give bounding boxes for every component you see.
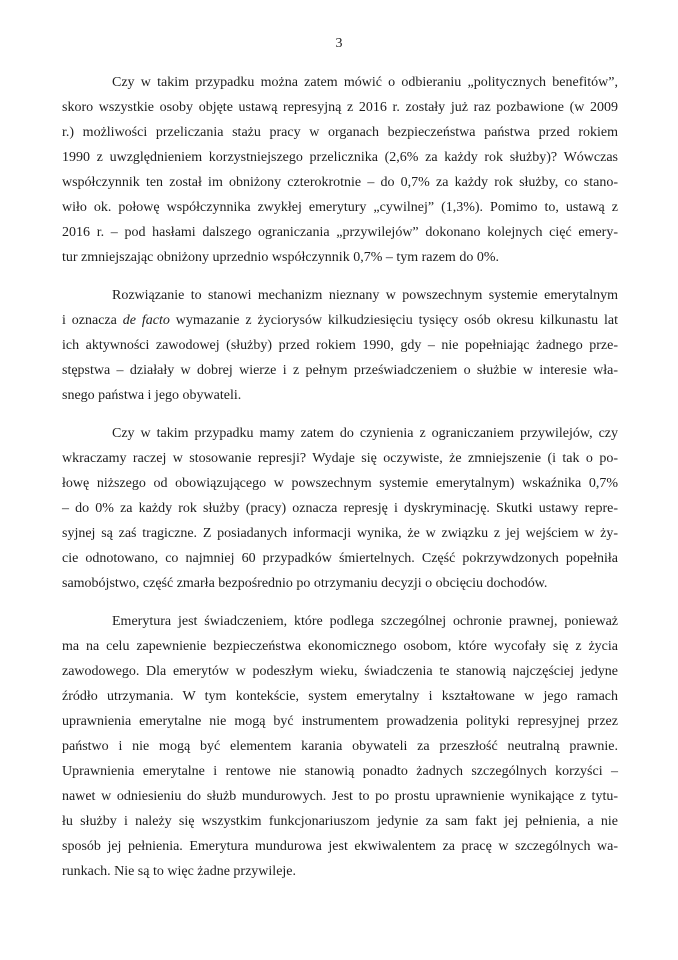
text-line [62, 496, 618, 521]
text-line [62, 446, 618, 471]
text-line [62, 333, 618, 358]
text-line [62, 421, 618, 446]
text-segment: Czy w takim przypadku mamy zatem do czynienia z ograniczaniem przywilejów, czy [112, 426, 618, 441]
text-segment: stępstwa – działały w dobrej wierze i z pełnym przeświadczeniem o służbie w interesie wła- [62, 363, 618, 378]
text-line [62, 659, 618, 684]
text-line [62, 521, 618, 546]
text-line [62, 308, 618, 333]
text-line [62, 170, 618, 195]
text-segment: państwo i nie mogą być elementem karania obywateli za przeszłość neutralną prawnie. [62, 739, 618, 754]
text-segment: wkraczamy raczej w stosowanie represji? Wydaje się oczywiste, że zmniejszenie (i tak o po- [62, 451, 618, 466]
text-line [62, 571, 618, 596]
text-segment: tur zmniejszając obniżony uprzednio współczynnik 0,7% – tym razem do 0%. [62, 250, 499, 265]
text-segment: Czy w takim przypadku można zatem mówić o odbieraniu „politycznych benefitów”, [112, 75, 618, 90]
text-segment: 1990 z uwzględnieniem korzystniejszego przelicznika (2,6% za każdy rok służby)? Wówczas [62, 150, 618, 165]
text-line [62, 283, 618, 308]
text-segment: współczynnik ten został im obniżony czterokrotnie – do 0,7% za każdy rok służby, co stano- [62, 175, 618, 190]
text-line [62, 245, 618, 270]
text-line [62, 471, 618, 496]
italic-text: de facto [122, 313, 170, 328]
text-line [62, 220, 618, 245]
text-line [62, 809, 618, 834]
text-line [62, 120, 618, 145]
text-line [62, 195, 618, 220]
text-line [62, 709, 618, 734]
text-segment: syjnej są zaś tragiczne. Z posiadanych informacji wynika, że w związku z jej wejściem w ży- [62, 526, 618, 541]
text-segment: wymazanie z życiorysów kilkudziesięciu tysięcy osób okresu kilkunastu lat [169, 313, 618, 328]
text-segment: zawodowego. Dla emerytów w podeszłym wieku, świadczenia te stanowią najczęściej jedyne [62, 664, 618, 679]
document-content [62, 70, 618, 897]
text-segment: źródło utrzymania. W tym kontekście, system emerytalny i kształtowane w jego ramach [62, 689, 618, 704]
text-segment: snego państwa i jego obywateli. [62, 388, 242, 403]
text-segment: skoro wszystkie osoby objęte ustawą represyjną z 2016 r. zostały już raz pozbawione (w 2009 [62, 100, 618, 115]
text-line [62, 95, 618, 120]
text-segment: 2016 r. – pod hasłami dalszego ograniczania „przywilejów” dokonano kolejnych cięć emery- [62, 225, 618, 240]
text-line [62, 859, 618, 884]
text-line [62, 784, 618, 809]
text-segment: samobójstwo, część zmarła bezpośrednio po otrzymaniu decyzji o obcięciu dochodów. [62, 576, 548, 591]
text-segment: r.) możliwości przeliczania stażu pracy w organach bezpieczeństwa państwa przed rokiem [62, 125, 618, 140]
text-line [62, 734, 618, 759]
text-line [62, 759, 618, 784]
text-segment: sposób jej pełnienia. Emerytura mundurowa jest ekwiwalentem za pracę w szczególnych wa- [62, 839, 618, 854]
text-segment: uprawnienia emerytalne nie mogą być instrumentem prowadzenia polityki represyjnej przez [62, 714, 618, 729]
text-segment: ma na celu zapewnienie bezpieczeństwa ekonomicznego osobom, które wycofały się z życia [62, 639, 618, 654]
text-segment: łowę niższego od obowiązującego w powszechnym systemie emerytalnym) wskaźnika 0,7% [62, 476, 618, 491]
paragraph [62, 283, 618, 408]
text-line [62, 358, 618, 383]
text-line [62, 609, 618, 634]
paragraph [62, 609, 618, 884]
text-line [62, 546, 618, 571]
text-line [62, 145, 618, 170]
text-segment: i oznacza [62, 313, 123, 328]
paragraph [62, 70, 618, 270]
text-line [62, 684, 618, 709]
text-line [62, 70, 618, 95]
text-line [62, 634, 618, 659]
text-segment: cie odnotowano, co najmniej 60 przypadków śmiertelnych. Część pokrzywdzonych popełniła [62, 551, 618, 566]
text-segment: łu służby i należy się wszystkim funkcjonariuszom jedynie za sam fakt jej pełnienia, a nie [62, 814, 618, 829]
text-segment: nawet w odniesieniu do służb mundurowych. Jest to po prostu uprawnienie wynikające z tytu- [62, 789, 618, 804]
page-number: 3 [335, 36, 343, 51]
text-line [62, 834, 618, 859]
text-segment: Emerytura jest świadczeniem, które podlega szczególnej ochronie prawnej, ponieważ [112, 614, 618, 629]
text-segment: Uprawnienia emerytalne i rentowe nie stanowią ponadto żadnych szczególnych korzyści – [62, 764, 618, 779]
text-segment: ich aktywności zawodowej (służby) przed rokiem 1990, gdy – nie popełniając żadnego prze- [62, 338, 618, 353]
paragraph [62, 421, 618, 596]
text-segment: – do 0% za każdy rok służby (pracy) oznacza represję i dyskryminację. Skutki ustawy repre- [62, 501, 618, 516]
text-segment: wiło ok. połowę współczynnika zwykłej emerytury „cywilnej” (1,3%). Pomimo to, ustawą z [62, 200, 618, 215]
text-segment: runkach. Nie są to więc żadne przywileje. [62, 864, 297, 879]
text-segment: Rozwiązanie to stanowi mechanizm nieznany w powszechnym systemie emerytalnym [112, 288, 618, 303]
text-line [62, 383, 618, 408]
